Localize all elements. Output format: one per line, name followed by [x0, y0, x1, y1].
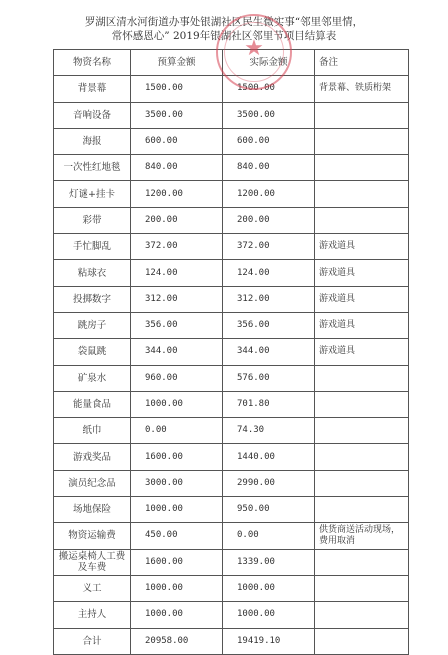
budget-cell: 356.00: [131, 312, 223, 338]
actual-cell: 1200.00: [223, 181, 315, 207]
item-name-cell: 纸巾: [54, 418, 131, 444]
header-note: 备注: [315, 50, 409, 76]
table-row: [54, 128, 409, 154]
header-budget: 预算金额: [131, 50, 223, 76]
item-name-cell: 跳房子: [54, 312, 131, 338]
table-row: [54, 418, 409, 444]
note-cell: 游戏道具: [315, 339, 409, 365]
actual-cell: 1500.00: [223, 76, 315, 102]
note-cell: [315, 418, 409, 444]
item-name-cell: 彩带: [54, 207, 131, 233]
table-row: [54, 391, 409, 417]
item-name-cell: 矿泉水: [54, 365, 131, 391]
budget-cell: 1000.00: [131, 575, 223, 601]
note-cell: 游戏道具: [315, 286, 409, 312]
table-row: [54, 523, 409, 549]
actual-cell: 124.00: [223, 260, 315, 286]
budget-cell: 1000.00: [131, 602, 223, 628]
actual-cell: 2990.00: [223, 470, 315, 496]
budget-cell: 1200.00: [131, 181, 223, 207]
budget-cell: 1600.00: [131, 549, 223, 575]
actual-cell: 1440.00: [223, 444, 315, 470]
table-row: [54, 549, 409, 575]
star-icon: ★: [244, 36, 264, 61]
actual-cell: 600.00: [223, 128, 315, 154]
item-name-cell: 搬运桌椅人工费及车费: [54, 549, 131, 575]
budget-cell: 1000.00: [131, 391, 223, 417]
budget-cell: 20958.00: [131, 628, 223, 654]
actual-cell: 1339.00: [223, 549, 315, 575]
note-cell: [315, 444, 409, 470]
table-row: [54, 102, 409, 128]
item-name-cell: 手忙脚乱: [54, 234, 131, 260]
note-cell: [315, 207, 409, 233]
note-cell: [315, 549, 409, 575]
budget-cell: 600.00: [131, 128, 223, 154]
table-row: [54, 365, 409, 391]
actual-cell: 200.00: [223, 207, 315, 233]
budget-cell: 960.00: [131, 365, 223, 391]
actual-cell: 3500.00: [223, 102, 315, 128]
actual-cell: 344.00: [223, 339, 315, 365]
table-row: [54, 312, 409, 338]
note-cell: [315, 575, 409, 601]
table-row: [54, 602, 409, 628]
document-title-line-1: 罗湖区清水河街道办事处银湖社区民生微实事“邻里邻里情，: [84, 16, 364, 28]
item-name-cell: 袋鼠跳: [54, 339, 131, 365]
item-name-cell: 合计: [54, 628, 131, 654]
actual-cell: 372.00: [223, 234, 315, 260]
budget-cell: 840.00: [131, 155, 223, 181]
item-name-cell: 物资运输费: [54, 523, 131, 549]
item-name-cell: 灯谜+挂卡: [54, 181, 131, 207]
note-cell: 游戏道具: [315, 312, 409, 338]
actual-cell: 576.00: [223, 365, 315, 391]
item-name-cell: 游戏奖品: [54, 444, 131, 470]
table-row: [54, 260, 409, 286]
table-header-row: [54, 50, 409, 76]
budget-cell: 1600.00: [131, 444, 223, 470]
item-name-cell: 投掷数字: [54, 286, 131, 312]
table-row: [54, 575, 409, 601]
header-item-name: 物资名称: [54, 50, 131, 76]
table-row: [54, 339, 409, 365]
note-cell: [315, 470, 409, 496]
note-cell: [315, 181, 409, 207]
budget-cell: 1000.00: [131, 497, 223, 523]
actual-cell: 0.00: [223, 523, 315, 549]
budget-cell: 1500.00: [131, 76, 223, 102]
budget-cell: 0.00: [131, 418, 223, 444]
note-cell: 游戏道具: [315, 234, 409, 260]
table-row: [54, 155, 409, 181]
settlement-table: [53, 49, 409, 655]
note-cell: [315, 497, 409, 523]
table-row: [54, 628, 409, 654]
note-cell: 游戏道具: [315, 260, 409, 286]
actual-cell: 840.00: [223, 155, 315, 181]
budget-cell: 344.00: [131, 339, 223, 365]
note-cell: [315, 102, 409, 128]
note-cell: [315, 128, 409, 154]
budget-cell: 3000.00: [131, 470, 223, 496]
item-name-cell: 一次性红地毯: [54, 155, 131, 181]
actual-cell: 1000.00: [223, 575, 315, 601]
actual-cell: 74.30: [223, 418, 315, 444]
note-cell: 供货商送活动现场，费用取消: [315, 523, 409, 549]
budget-cell: 312.00: [131, 286, 223, 312]
actual-cell: 701.80: [223, 391, 315, 417]
table-row: [54, 497, 409, 523]
budget-cell: 372.00: [131, 234, 223, 260]
item-name-cell: 海报: [54, 128, 131, 154]
actual-cell: 950.00: [223, 497, 315, 523]
table-row: [54, 286, 409, 312]
note-cell: [315, 391, 409, 417]
note-cell: [315, 628, 409, 654]
actual-cell: 312.00: [223, 286, 315, 312]
document-title-line-2: 常怀感恩心” 2019年银湖社区邻里节项目结算表: [111, 30, 337, 42]
item-name-cell: 音响设备: [54, 102, 131, 128]
item-name-cell: 背景幕: [54, 76, 131, 102]
note-cell: 背景幕、铁质桁架: [315, 76, 409, 102]
item-name-cell: 义工: [54, 575, 131, 601]
actual-cell: 356.00: [223, 312, 315, 338]
budget-cell: 200.00: [131, 207, 223, 233]
table-row: [54, 444, 409, 470]
budget-cell: 3500.00: [131, 102, 223, 128]
table-row: [54, 470, 409, 496]
item-name-cell: 演员纪念品: [54, 470, 131, 496]
budget-cell: 450.00: [131, 523, 223, 549]
actual-cell: 1000.00: [223, 602, 315, 628]
budget-cell: 124.00: [131, 260, 223, 286]
note-cell: [315, 602, 409, 628]
item-name-cell: 主持人: [54, 602, 131, 628]
item-name-cell: 场地保险: [54, 497, 131, 523]
table-row: [54, 207, 409, 233]
item-name-cell: 粘球衣: [54, 260, 131, 286]
actual-cell: 19419.10: [223, 628, 315, 654]
table-row: [54, 76, 409, 102]
note-cell: [315, 365, 409, 391]
item-name-cell: 能量食品: [54, 391, 131, 417]
table-row: [54, 181, 409, 207]
header-actual: 实际金额: [223, 50, 315, 76]
table-row: [54, 234, 409, 260]
note-cell: [315, 155, 409, 181]
